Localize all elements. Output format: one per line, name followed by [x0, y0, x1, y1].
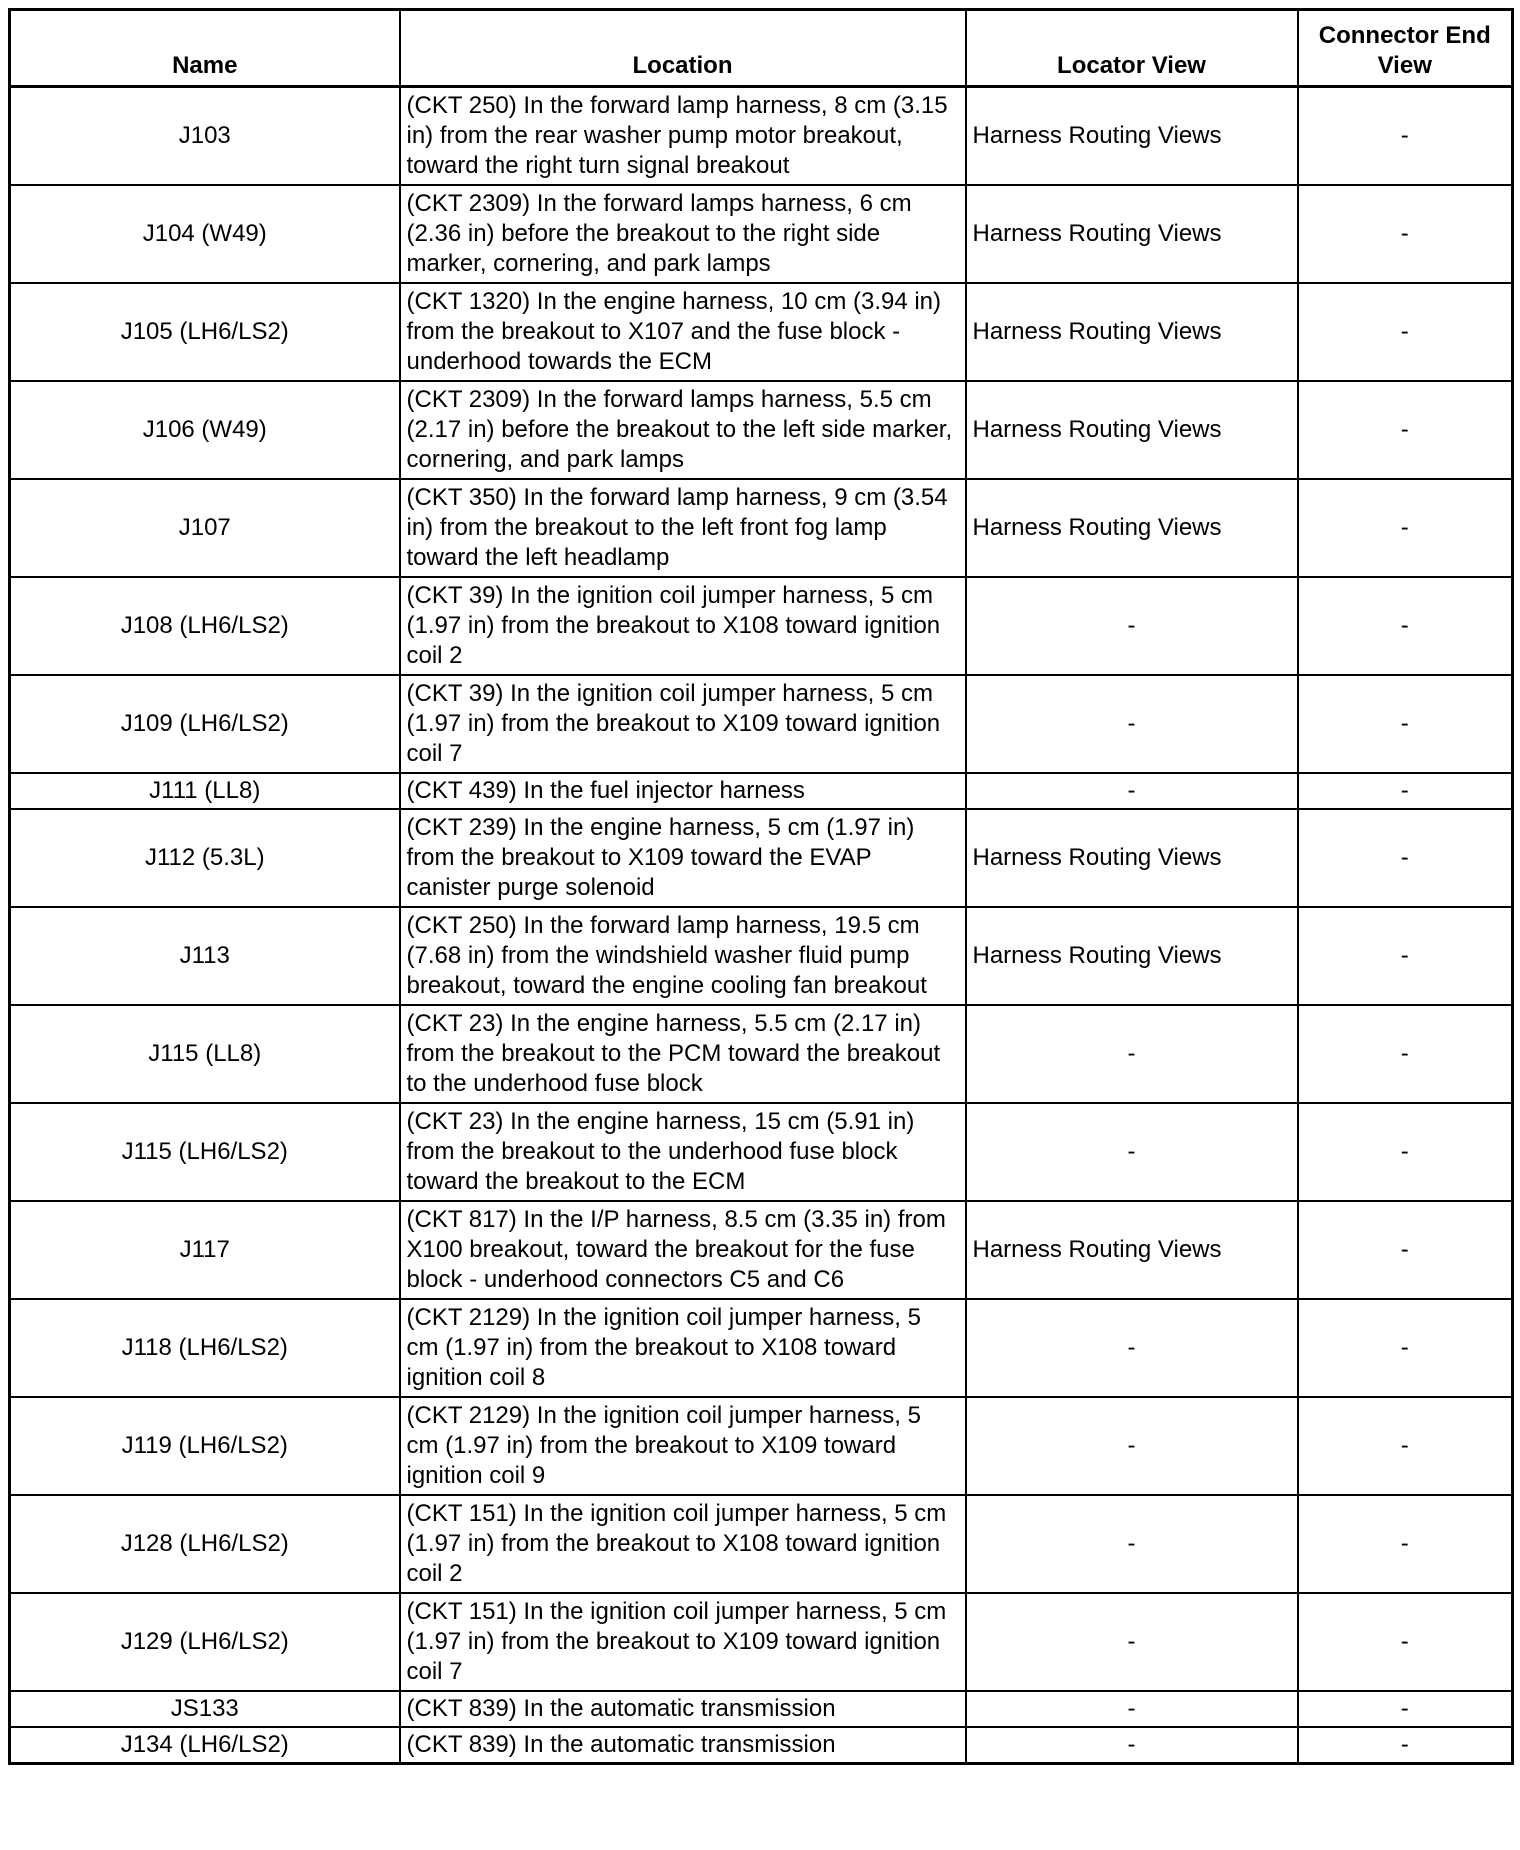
connector-location-table — [8, 8, 1514, 1765]
table-row — [10, 1005, 1513, 1103]
cell-connector-end-view: - — [1298, 1495, 1513, 1593]
cell-name: J106 (W49) — [10, 381, 400, 479]
cell-connector-end-view: - — [1298, 675, 1513, 773]
table-row — [10, 479, 1513, 577]
cell-locator-view: Harness Routing Views — [966, 479, 1298, 577]
table-row — [10, 381, 1513, 479]
cell-connector-end-view: - — [1298, 1005, 1513, 1103]
cell-name: J117 — [10, 1201, 400, 1299]
cell-connector-end-view: - — [1298, 577, 1513, 675]
cell-name: J107 — [10, 479, 400, 577]
cell-locator-view: - — [966, 1299, 1298, 1397]
cell-name: J119 (LH6/LS2) — [10, 1397, 400, 1495]
cell-connector-end-view: - — [1298, 907, 1513, 1005]
cell-location: (CKT 2129) In the ignition coil jumper harness, 5 cm (1.97 in) from the breakout to X109 toward ignition coil 9 — [400, 1397, 966, 1495]
cell-locator-view: - — [966, 1397, 1298, 1495]
cell-location: (CKT 839) In the automatic transmission — [400, 1691, 966, 1727]
cell-connector-end-view: - — [1298, 1727, 1513, 1764]
cell-location: (CKT 2309) In the forward lamps harness, 5.5 cm (2.17 in) before the breakout to the left side marker, cornering, and park lamps — [400, 381, 966, 479]
cell-location: (CKT 817) In the I/P harness, 8.5 cm (3.35 in) from X100 breakout, toward the breakout for the fuse block - underhood connectors C5 and C6 — [400, 1201, 966, 1299]
cell-location: (CKT 250) In the forward lamp harness, 8 cm (3.15 in) from the rear washer pump motor breakout, toward the right turn signal breakout — [400, 87, 966, 186]
table-row — [10, 577, 1513, 675]
cell-name: JS133 — [10, 1691, 400, 1727]
table-row — [10, 185, 1513, 283]
table-row — [10, 1103, 1513, 1201]
column-header-location: Location — [400, 10, 966, 87]
column-header-locator-view: Locator View — [966, 10, 1298, 87]
table-row — [10, 87, 1513, 186]
table-row — [10, 1299, 1513, 1397]
cell-locator-view: - — [966, 1593, 1298, 1691]
cell-name: J104 (W49) — [10, 185, 400, 283]
cell-locator-view: Harness Routing Views — [966, 1201, 1298, 1299]
cell-locator-view: - — [966, 773, 1298, 809]
cell-name: J128 (LH6/LS2) — [10, 1495, 400, 1593]
header-row — [10, 10, 1513, 87]
cell-locator-view: - — [966, 1727, 1298, 1764]
cell-connector-end-view: - — [1298, 1299, 1513, 1397]
cell-locator-view: Harness Routing Views — [966, 185, 1298, 283]
cell-connector-end-view: - — [1298, 773, 1513, 809]
cell-connector-end-view: - — [1298, 1593, 1513, 1691]
cell-connector-end-view: - — [1298, 185, 1513, 283]
cell-connector-end-view: - — [1298, 1691, 1513, 1727]
cell-locator-view: - — [966, 1691, 1298, 1727]
column-header-name: Name — [10, 10, 400, 87]
cell-name: J115 (LH6/LS2) — [10, 1103, 400, 1201]
cell-location: (CKT 2309) In the forward lamps harness, 6 cm (2.36 in) before the breakout to the right side marker, cornering, and park lamps — [400, 185, 966, 283]
table-row — [10, 907, 1513, 1005]
cell-connector-end-view: - — [1298, 1201, 1513, 1299]
cell-name: J113 — [10, 907, 400, 1005]
table-row — [10, 1495, 1513, 1593]
cell-location: (CKT 350) In the forward lamp harness, 9 cm (3.54 in) from the breakout to the left front fog lamp toward the left headlamp — [400, 479, 966, 577]
cell-name: J105 (LH6/LS2) — [10, 283, 400, 381]
cell-location: (CKT 151) In the ignition coil jumper harness, 5 cm (1.97 in) from the breakout to X108 toward ignition coil 2 — [400, 1495, 966, 1593]
table-row — [10, 809, 1513, 907]
cell-location: (CKT 39) In the ignition coil jumper harness, 5 cm (1.97 in) from the breakout to X109 toward ignition coil 7 — [400, 675, 966, 773]
cell-name: J129 (LH6/LS2) — [10, 1593, 400, 1691]
cell-connector-end-view: - — [1298, 479, 1513, 577]
table-row — [10, 1593, 1513, 1691]
table-row — [10, 1691, 1513, 1727]
cell-locator-view: Harness Routing Views — [966, 87, 1298, 186]
cell-name: J118 (LH6/LS2) — [10, 1299, 400, 1397]
cell-location: (CKT 39) In the ignition coil jumper harness, 5 cm (1.97 in) from the breakout to X108 toward ignition coil 2 — [400, 577, 966, 675]
column-header-connector-end-view: Connector End View — [1298, 10, 1513, 87]
cell-name: J111 (LL8) — [10, 773, 400, 809]
table-row — [10, 1727, 1513, 1764]
cell-name: J108 (LH6/LS2) — [10, 577, 400, 675]
cell-name: J112 (5.3L) — [10, 809, 400, 907]
cell-location: (CKT 839) In the automatic transmission — [400, 1727, 966, 1764]
table-row — [10, 283, 1513, 381]
table-body — [10, 87, 1513, 1764]
cell-location: (CKT 239) In the engine harness, 5 cm (1.97 in) from the breakout to X109 toward the EVAP canister purge solenoid — [400, 809, 966, 907]
cell-location: (CKT 2129) In the ignition coil jumper harness, 5 cm (1.97 in) from the breakout to X108 toward ignition coil 8 — [400, 1299, 966, 1397]
cell-location: (CKT 1320) In the engine harness, 10 cm (3.94 in) from the breakout to X107 and the fuse block - underhood towards the ECM — [400, 283, 966, 381]
cell-connector-end-view: - — [1298, 1103, 1513, 1201]
cell-locator-view: - — [966, 1495, 1298, 1593]
table-row — [10, 1397, 1513, 1495]
cell-name: J115 (LL8) — [10, 1005, 400, 1103]
cell-connector-end-view: - — [1298, 381, 1513, 479]
cell-connector-end-view: - — [1298, 1397, 1513, 1495]
cell-locator-view: Harness Routing Views — [966, 809, 1298, 907]
table-header — [10, 10, 1513, 87]
cell-connector-end-view: - — [1298, 809, 1513, 907]
cell-location: (CKT 23) In the engine harness, 15 cm (5.91 in) from the breakout to the underhood fuse block toward the breakout to the ECM — [400, 1103, 966, 1201]
cell-locator-view: - — [966, 675, 1298, 773]
cell-locator-view: Harness Routing Views — [966, 907, 1298, 1005]
cell-locator-view: Harness Routing Views — [966, 283, 1298, 381]
cell-connector-end-view: - — [1298, 283, 1513, 381]
cell-locator-view: - — [966, 577, 1298, 675]
cell-location: (CKT 23) In the engine harness, 5.5 cm (2.17 in) from the breakout to the PCM toward the breakout to the underhood fuse block — [400, 1005, 966, 1103]
cell-name: J103 — [10, 87, 400, 186]
connector-table-container — [8, 8, 1511, 1765]
table-row — [10, 773, 1513, 809]
table-row — [10, 1201, 1513, 1299]
cell-locator-view: Harness Routing Views — [966, 381, 1298, 479]
cell-locator-view: - — [966, 1103, 1298, 1201]
cell-location: (CKT 151) In the ignition coil jumper harness, 5 cm (1.97 in) from the breakout to X109 toward ignition coil 7 — [400, 1593, 966, 1691]
table-row — [10, 675, 1513, 773]
cell-location: (CKT 439) In the fuel injector harness — [400, 773, 966, 809]
cell-connector-end-view: - — [1298, 87, 1513, 186]
cell-name: J109 (LH6/LS2) — [10, 675, 400, 773]
cell-location: (CKT 250) In the forward lamp harness, 19.5 cm (7.68 in) from the windshield washer fluid pump breakout, toward the engine cooling fan breakout — [400, 907, 966, 1005]
cell-name: J134 (LH6/LS2) — [10, 1727, 400, 1764]
cell-locator-view: - — [966, 1005, 1298, 1103]
